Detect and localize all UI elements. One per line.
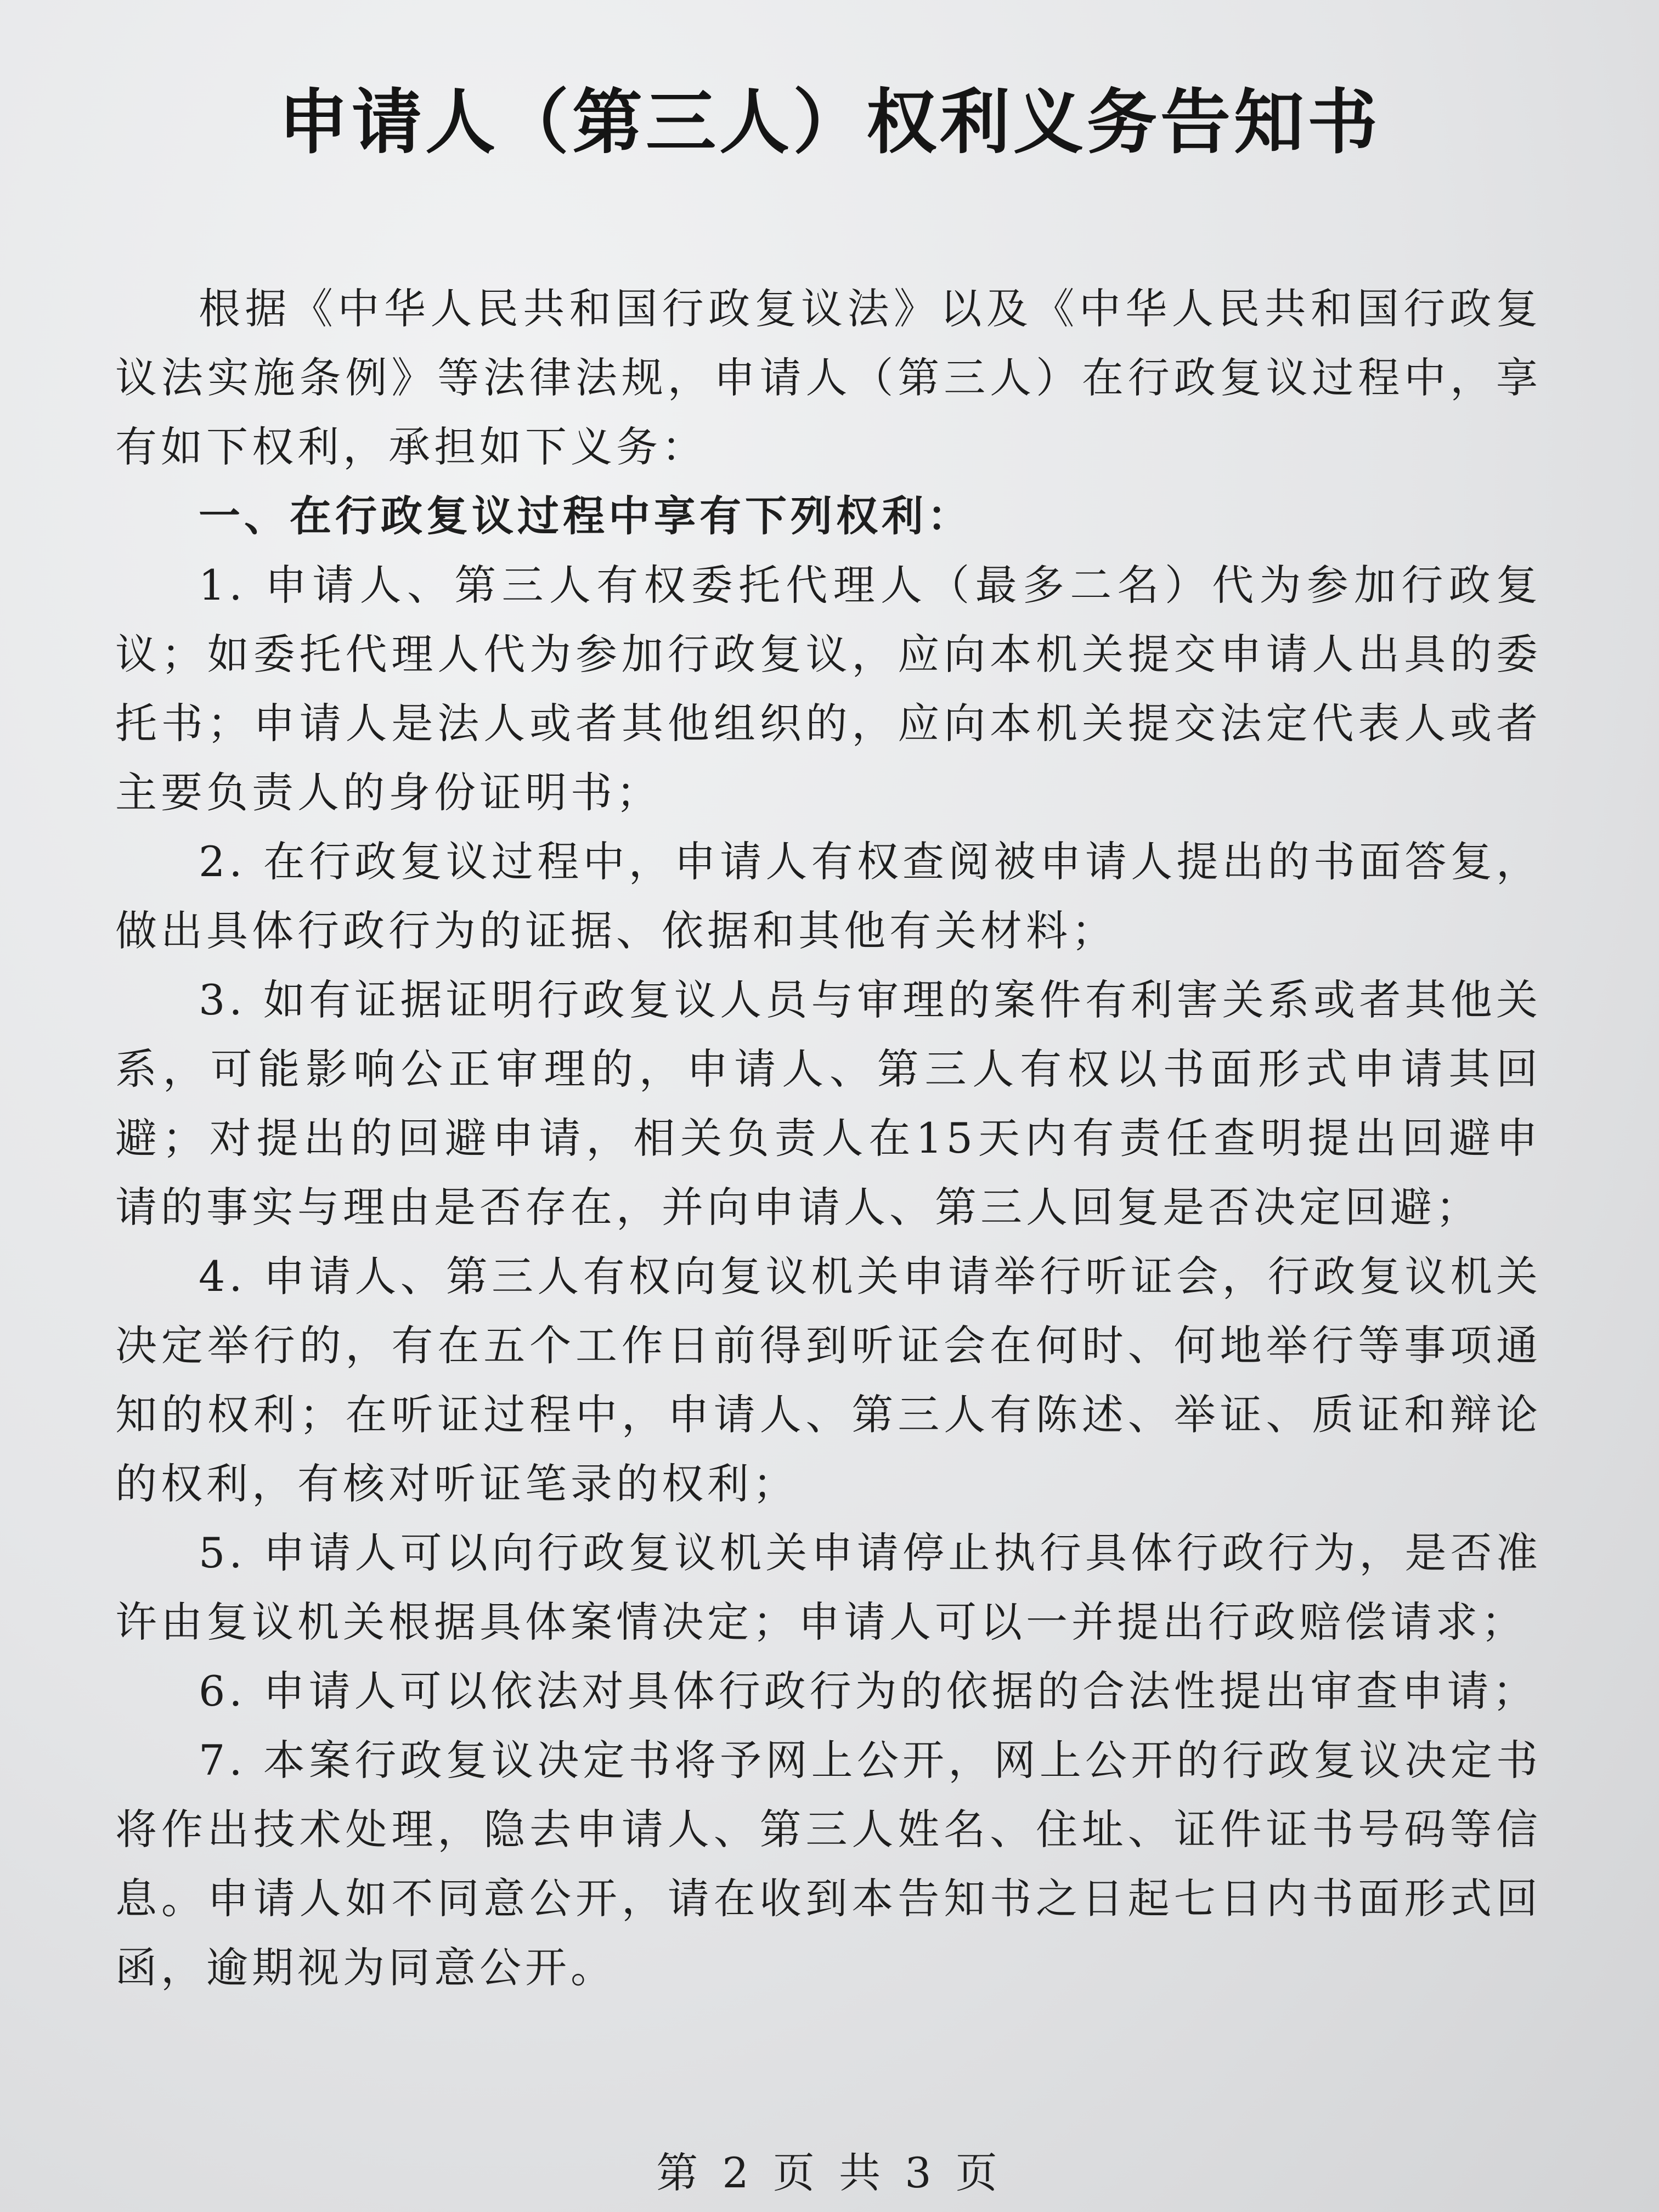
rights-item-7: 7. 本案行政复议决定书将予网上公开，网上公开的行政复议决定书将作出技术处理，隐去申请人、第三人姓名、住址、证件证书号码等信息。申请人如不同意公开，请在收到本告知书之日起七日内书面形式回函，逾期视为同意公开。 xyxy=(115,1736,1542,1992)
intro-paragraph: 根据《中华人民共和国行政复议法》以及《中华人民共和国行政复议法实施条例》等法律法规，申请人（第三人）在行政复议过程中，享有如下权利，承担如下义务： xyxy=(115,284,1542,471)
rights-item-3: 3. 如有证据证明行政复议人员与审理的案件有利害关系或者其他关系，可能影响公正审理的，申请人、第三人有权以书面形式申请其回避；对提出的回避申请，相关负责人在15天内有责任查明提出回避申请的事实与理由是否存在，并向申请人、第三人回复是否决定回避； xyxy=(115,975,1542,1232)
rights-item-5: 5. 申请人可以向行政复议机关申请停止执行具体行政行为，是否准许由复议机关根据具体案情决定；申请人可以一并提出行政赔偿请求； xyxy=(115,1528,1542,1646)
rights-item-1: 1. 申请人、第三人有权委托代理人（最多二名）代为参加行政复议；如委托代理人代为参加行政复议，应向本机关提交申请人出具的委托书；申请人是法人或者其他组织的，应向本机关提交法定代表人或者主要负责人的身份证明书； xyxy=(115,561,1542,817)
rights-item-4: 4. 申请人、第三人有权向复议机关申请举行听证会，行政复议机关决定举行的，有在五个工作日前得到听证会在何时、何地举行等事项通知的权利；在听证过程中，申请人、第三人有陈述、举证、质证和辩论的权利，有核对听证笔录的权利； xyxy=(115,1252,1542,1508)
document-title: 申请人（第三人）权利义务告知书 xyxy=(278,82,1381,163)
rights-item-6: 6. 申请人可以依法对具体行政行为的依据的合法性提出审查申请； xyxy=(199,1667,1538,1716)
section-heading: 一、在行政复议过程中享有下列权利： xyxy=(199,492,973,540)
page-number-footer: 第 2 页 共 3 页 xyxy=(656,2148,1003,2197)
document-body xyxy=(115,274,1542,2002)
rights-item-2: 2. 在行政复议过程中，申请人有权查阅被申请人提出的书面答复，做出具体行政行为的证据、依据和其他有关材料； xyxy=(115,837,1542,955)
